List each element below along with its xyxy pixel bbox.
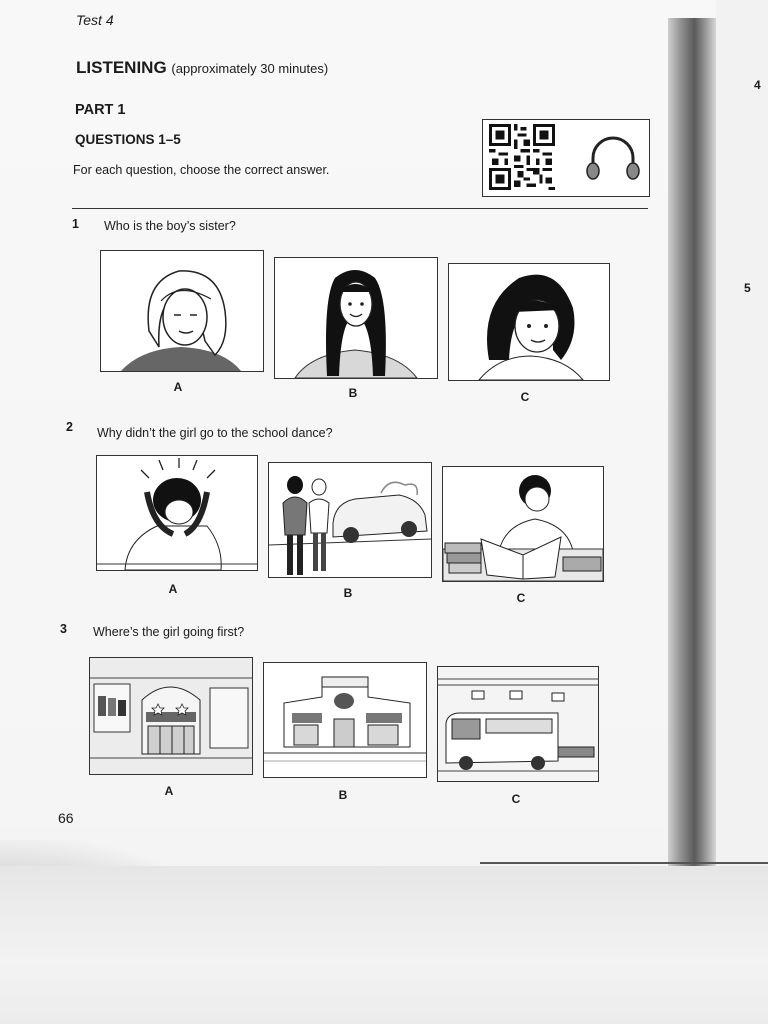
running-header: Test 4 — [76, 12, 114, 28]
option-label: C — [511, 792, 521, 806]
section-duration: (approximately 30 minutes) — [171, 61, 329, 76]
book-spine-shadow — [668, 18, 716, 866]
facing-page-number: 4 — [754, 78, 761, 92]
question-number: 1 — [72, 217, 79, 231]
qr-code-icon[interactable] — [489, 124, 555, 190]
question-number: 3 — [60, 622, 67, 636]
question-text: Why didn’t the girl go to the school dance? — [97, 426, 333, 440]
headphones-icon — [585, 132, 641, 184]
header-divider — [72, 208, 648, 209]
scan-bottom-area — [0, 866, 768, 1024]
page-edge-line — [480, 862, 768, 864]
facing-page-edge — [716, 0, 768, 866]
option-label: C — [520, 390, 530, 404]
questions-range: QUESTIONS 1–5 — [75, 132, 181, 147]
option-label: B — [338, 788, 348, 802]
option-picture-3a[interactable] — [89, 657, 253, 775]
section-heading — [76, 58, 328, 78]
option-label: C — [516, 591, 526, 605]
option-picture-2c[interactable] — [442, 466, 604, 582]
instructions: For each question, choose the correct answer. — [73, 163, 330, 177]
option-picture-3c[interactable] — [437, 666, 599, 782]
audio-box — [482, 119, 650, 197]
option-label: A — [173, 380, 183, 394]
facing-page-number: 5 — [744, 281, 751, 295]
option-label: A — [168, 582, 178, 596]
option-picture-2b[interactable] — [268, 462, 432, 578]
section-title: LISTENING — [76, 58, 167, 77]
option-picture-1c[interactable] — [448, 263, 610, 381]
option-label: B — [348, 386, 358, 400]
option-picture-1b[interactable] — [274, 257, 438, 379]
question-text: Where’s the girl going first? — [93, 625, 245, 639]
page-number: 66 — [58, 810, 74, 826]
option-label: B — [343, 586, 353, 600]
option-picture-2a[interactable] — [96, 455, 258, 571]
question-text: Who is the boy’s sister? — [104, 219, 236, 233]
question-number: 2 — [66, 420, 73, 434]
option-label: A — [164, 784, 174, 798]
option-picture-1a[interactable] — [100, 250, 264, 372]
part-title: PART 1 — [75, 102, 126, 118]
option-picture-3b[interactable] — [263, 662, 427, 778]
